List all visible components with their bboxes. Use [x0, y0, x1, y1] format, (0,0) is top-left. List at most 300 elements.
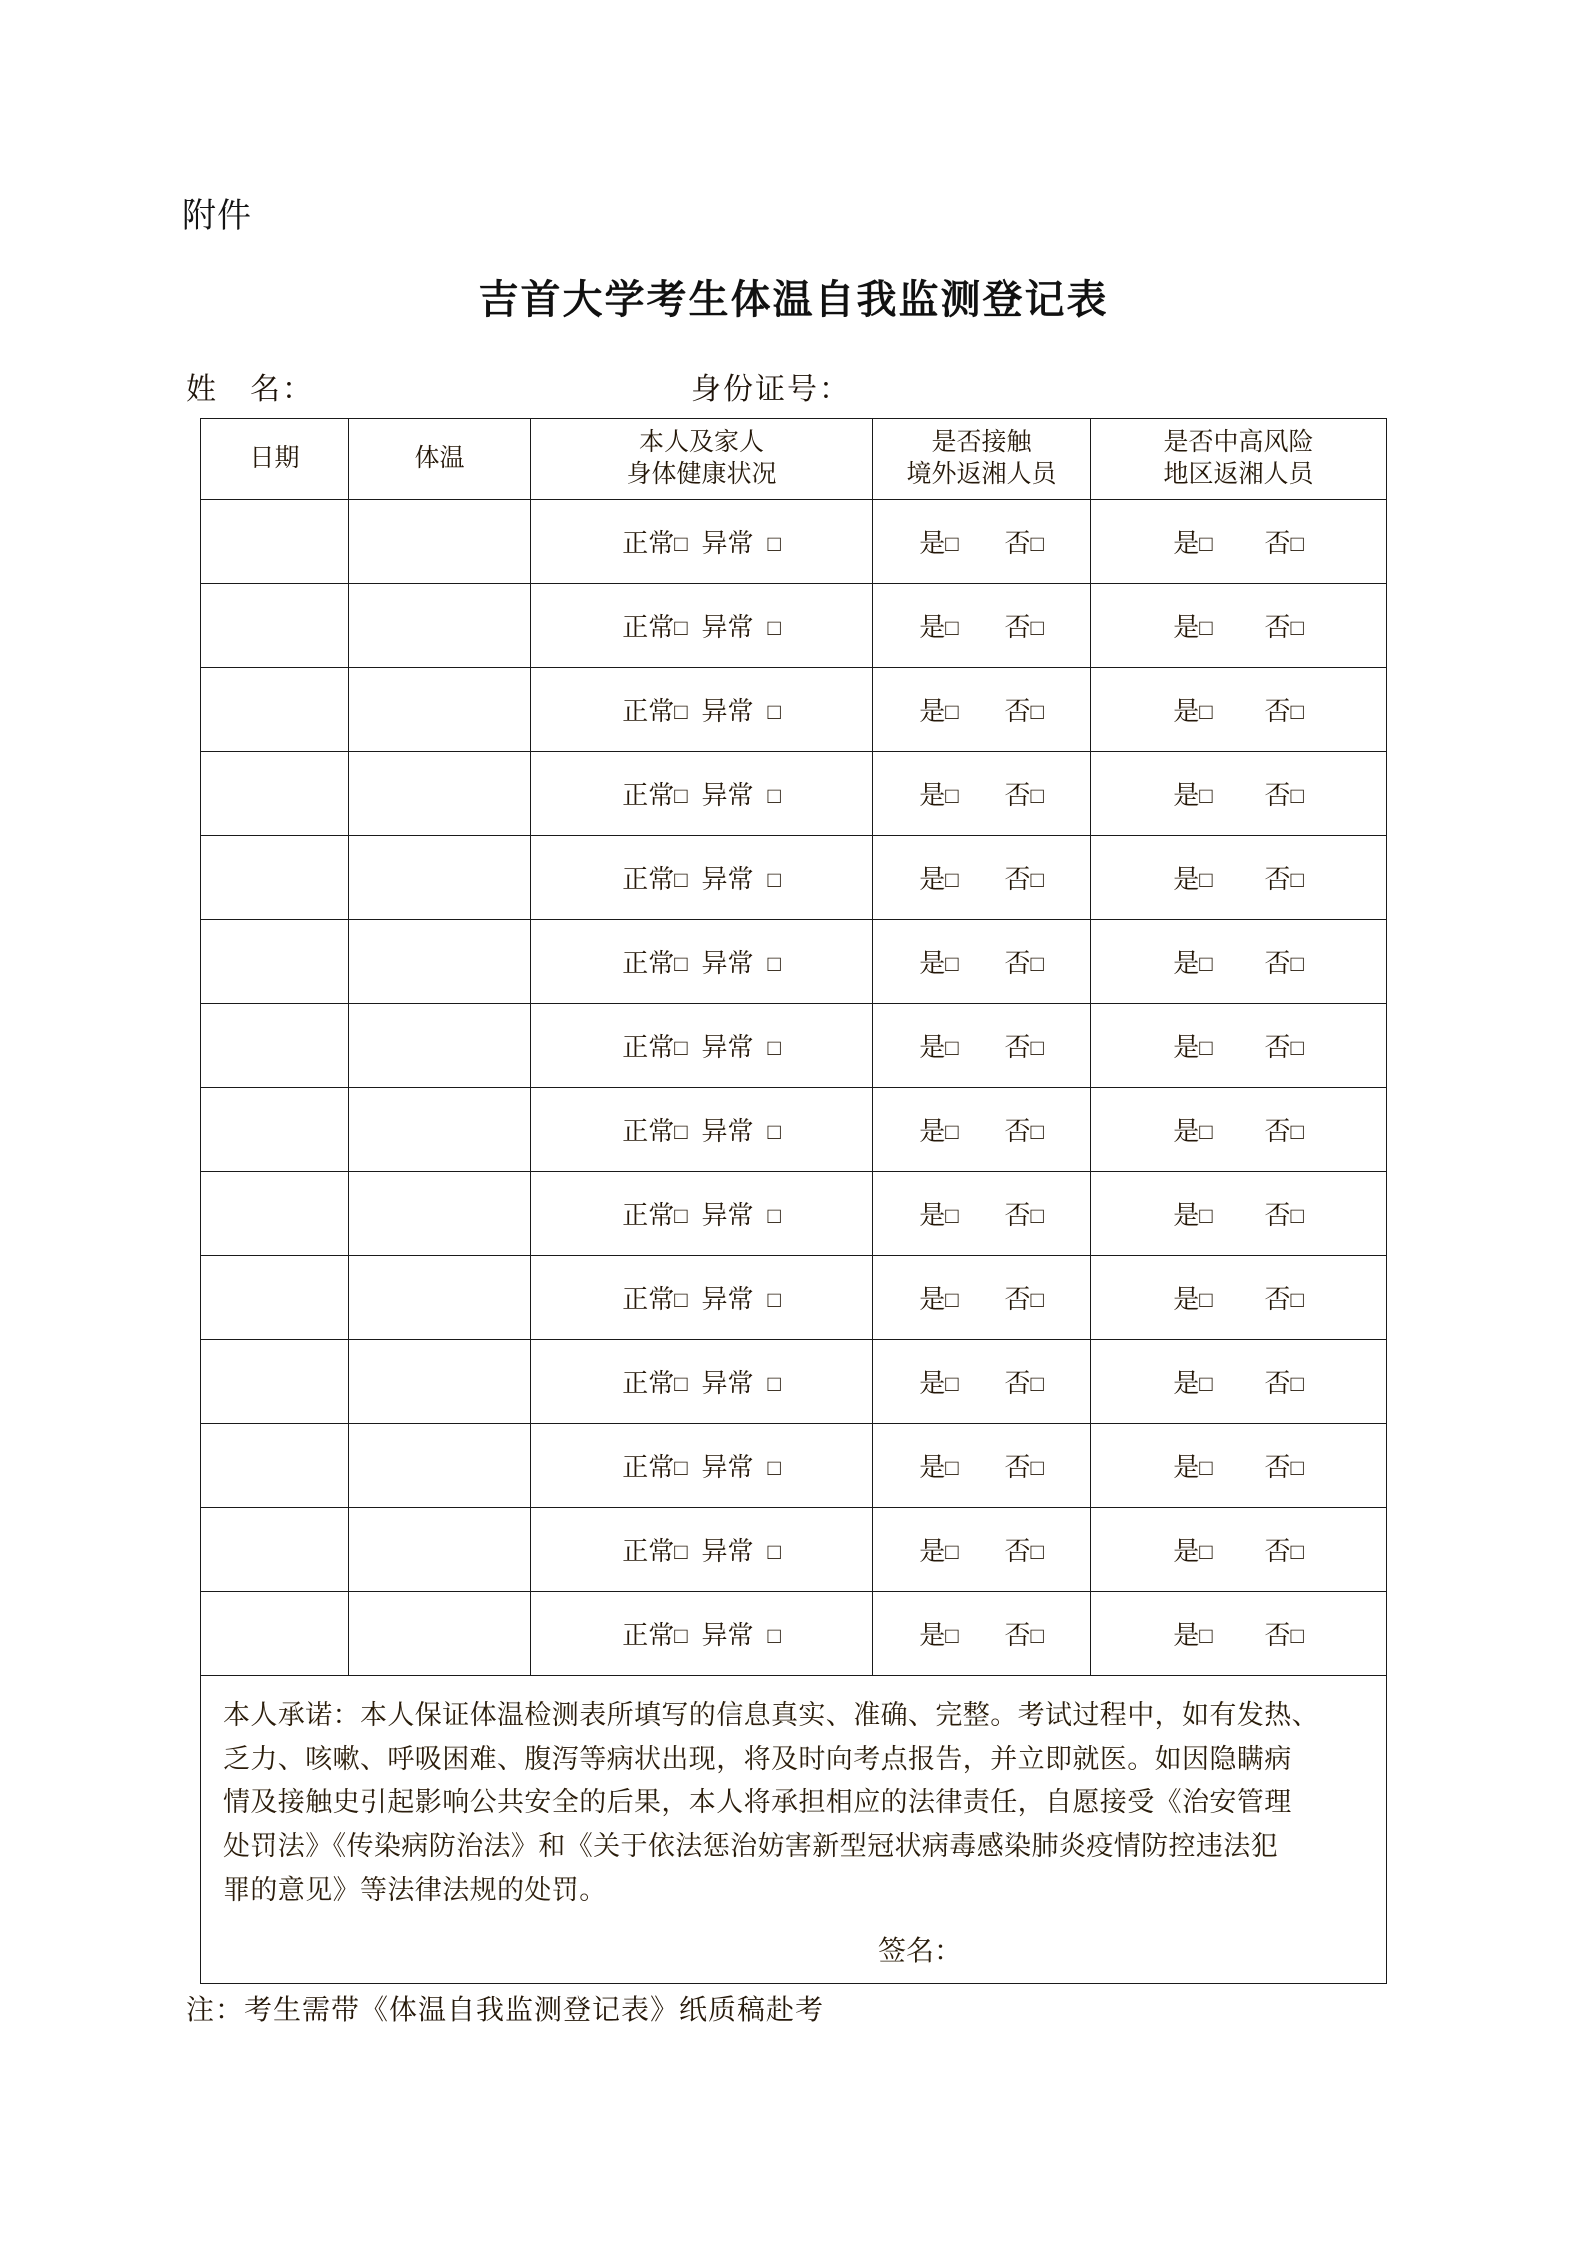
health-normal-checkbox[interactable]: □ — [674, 1203, 688, 1228]
risk-yes-label: 是 — [1173, 1201, 1200, 1230]
abroad-yes-checkbox[interactable]: □ — [945, 867, 959, 892]
cell-date[interactable] — [201, 500, 349, 584]
cell-health-status — [531, 1340, 873, 1424]
commitment-line: 乏力、咳嗽、呼吸困难、腹泻等病状出现，将及时向考点报告，并立即就医。如因隐瞒病 — [223, 1743, 1292, 1774]
health-option-abnormal[interactable] — [702, 1111, 781, 1148]
cell-abroad-contact — [873, 668, 1091, 752]
health-option-normal[interactable] — [622, 607, 687, 644]
table-body — [201, 500, 1387, 1676]
health-abnormal-checkbox[interactable]: □ — [767, 1287, 781, 1312]
health-abnormal-checkbox[interactable]: □ — [767, 951, 781, 976]
cell-date[interactable] — [201, 1256, 349, 1340]
health-option-abnormal[interactable] — [702, 1531, 781, 1568]
risk-no-label: 否 — [1264, 1621, 1291, 1650]
health-option-normal[interactable] — [622, 1279, 687, 1316]
risk-yes-checkbox[interactable]: □ — [1199, 783, 1213, 808]
risk-no-label: 否 — [1264, 697, 1291, 726]
risk-yes-checkbox[interactable]: □ — [1199, 1623, 1213, 1648]
abroad-option-yes[interactable] — [919, 1027, 958, 1064]
cell-date[interactable] — [201, 836, 349, 920]
health-option-abnormal[interactable] — [702, 1363, 781, 1400]
risk-no-checkbox[interactable]: □ — [1290, 951, 1304, 976]
risk-option-no[interactable] — [1265, 1615, 1304, 1652]
risk-no-label: 否 — [1264, 1369, 1291, 1398]
cell-temperature[interactable] — [349, 1004, 531, 1088]
table-row — [201, 500, 1387, 584]
commitment-line: 处罚法》《传染病防治法》和《关于依法惩治妨害新型冠状病毒感染肺炎疫情防控违法犯 — [223, 1831, 1279, 1862]
risk-yes-checkbox[interactable]: □ — [1199, 1203, 1213, 1228]
risk-option-no[interactable] — [1265, 523, 1304, 560]
abroad-yes-label: 是 — [919, 613, 946, 642]
health-option-abnormal[interactable] — [702, 1279, 781, 1316]
health-abnormal-checkbox[interactable]: □ — [767, 1371, 781, 1396]
cell-date[interactable] — [201, 1424, 349, 1508]
risk-option-no[interactable] — [1265, 1363, 1304, 1400]
health-option-abnormal[interactable] — [702, 775, 781, 812]
abroad-no-checkbox[interactable]: □ — [1030, 1539, 1044, 1564]
risk-option-yes[interactable] — [1173, 1111, 1212, 1148]
abroad-option-yes[interactable] — [919, 775, 958, 812]
cell-abroad-contact — [873, 836, 1091, 920]
abroad-no-label: 否 — [1004, 1117, 1031, 1146]
health-normal-checkbox[interactable]: □ — [674, 1539, 688, 1564]
health-normal-checkbox[interactable]: □ — [674, 783, 688, 808]
abroad-option-yes[interactable] — [919, 523, 958, 560]
abroad-yes-checkbox[interactable]: □ — [945, 1203, 959, 1228]
health-abnormal-checkbox[interactable]: □ — [767, 1539, 781, 1564]
health-option-abnormal[interactable] — [702, 1447, 781, 1484]
risk-option-yes[interactable] — [1173, 1027, 1212, 1064]
cell-risk-area — [1091, 1172, 1387, 1256]
risk-option-no[interactable] — [1265, 1279, 1304, 1316]
column-header-abroad-line1: 是否接触 — [931, 429, 1032, 456]
health-option-abnormal[interactable] — [702, 859, 781, 896]
abroad-option-yes[interactable] — [919, 1195, 958, 1232]
cell-risk-area — [1091, 500, 1387, 584]
abroad-option-no[interactable] — [1005, 1615, 1044, 1652]
column-header-temperature — [349, 419, 531, 500]
health-normal-checkbox[interactable]: □ — [674, 531, 688, 556]
risk-option-no[interactable] — [1265, 859, 1304, 896]
risk-no-checkbox[interactable]: □ — [1290, 783, 1304, 808]
abroad-yes-label: 是 — [919, 1537, 946, 1566]
risk-yes-checkbox[interactable]: □ — [1199, 1287, 1213, 1312]
abroad-option-no[interactable] — [1005, 1447, 1044, 1484]
cell-health-status — [531, 836, 873, 920]
health-abnormal-checkbox[interactable]: □ — [767, 1203, 781, 1228]
abroad-option-no[interactable] — [1005, 775, 1044, 812]
abroad-no-checkbox[interactable]: □ — [1030, 531, 1044, 556]
health-option-normal[interactable] — [622, 1027, 687, 1064]
health-normal-label: 正常 — [622, 1201, 675, 1230]
abroad-option-no[interactable] — [1005, 1363, 1044, 1400]
table-row — [201, 668, 1387, 752]
cell-health-status — [531, 668, 873, 752]
abroad-no-checkbox[interactable]: □ — [1030, 1287, 1044, 1312]
risk-no-label: 否 — [1264, 1453, 1291, 1482]
health-normal-label: 正常 — [622, 1285, 675, 1314]
risk-no-label: 否 — [1264, 865, 1291, 894]
risk-yes-label: 是 — [1173, 949, 1200, 978]
abroad-yes-checkbox[interactable]: □ — [945, 699, 959, 724]
risk-option-no[interactable] — [1265, 1447, 1304, 1484]
abroad-option-yes[interactable] — [919, 1279, 958, 1316]
abroad-option-yes[interactable] — [919, 1447, 958, 1484]
cell-health-status — [531, 1004, 873, 1088]
health-abnormal-checkbox[interactable]: □ — [767, 531, 781, 556]
abroad-option-no[interactable] — [1005, 1531, 1044, 1568]
health-option-abnormal[interactable] — [702, 1195, 781, 1232]
cell-abroad-contact — [873, 500, 1091, 584]
abroad-option-yes[interactable] — [919, 859, 958, 896]
cell-risk-area — [1091, 1088, 1387, 1172]
risk-yes-label: 是 — [1173, 697, 1200, 726]
abroad-no-checkbox[interactable]: □ — [1030, 867, 1044, 892]
cell-health-status — [531, 1172, 873, 1256]
abroad-option-no[interactable] — [1005, 1279, 1044, 1316]
risk-yes-checkbox[interactable]: □ — [1199, 951, 1213, 976]
table-footer — [201, 1676, 1387, 1984]
abroad-no-checkbox[interactable]: □ — [1030, 1623, 1044, 1648]
cell-health-status — [531, 584, 873, 668]
cell-risk-area — [1091, 836, 1387, 920]
abroad-yes-checkbox[interactable]: □ — [945, 1287, 959, 1312]
abroad-yes-label: 是 — [919, 529, 946, 558]
name-field-label: 姓 名： — [186, 373, 314, 406]
cell-risk-area — [1091, 920, 1387, 1004]
cell-temperature[interactable] — [349, 1424, 531, 1508]
risk-no-checkbox[interactable]: □ — [1290, 1035, 1304, 1060]
risk-no-checkbox[interactable]: □ — [1290, 699, 1304, 724]
cell-temperature[interactable] — [349, 668, 531, 752]
risk-option-yes[interactable] — [1173, 1363, 1212, 1400]
cell-date[interactable] — [201, 1340, 349, 1424]
risk-yes-label: 是 — [1173, 529, 1200, 558]
risk-yes-checkbox[interactable]: □ — [1199, 867, 1213, 892]
health-normal-checkbox[interactable]: □ — [674, 951, 688, 976]
abroad-yes-checkbox[interactable]: □ — [945, 1455, 959, 1480]
risk-option-yes[interactable] — [1173, 1531, 1212, 1568]
health-option-normal[interactable] — [622, 1615, 687, 1652]
health-normal-checkbox[interactable]: □ — [674, 1455, 688, 1480]
cell-abroad-contact — [873, 1424, 1091, 1508]
risk-no-label: 否 — [1264, 1537, 1291, 1566]
cell-temperature[interactable] — [349, 752, 531, 836]
abroad-yes-label: 是 — [919, 781, 946, 810]
cell-date[interactable] — [201, 1592, 349, 1676]
risk-option-no[interactable] — [1265, 607, 1304, 644]
risk-yes-checkbox[interactable]: □ — [1199, 1035, 1213, 1060]
cell-date[interactable] — [201, 1004, 349, 1088]
cell-temperature[interactable] — [349, 584, 531, 668]
health-normal-checkbox[interactable]: □ — [674, 1623, 688, 1648]
risk-no-label: 否 — [1264, 1117, 1291, 1146]
health-abnormal-checkbox[interactable]: □ — [767, 615, 781, 640]
cell-temperature[interactable] — [349, 1340, 531, 1424]
abroad-no-checkbox[interactable]: □ — [1030, 783, 1044, 808]
cell-risk-area — [1091, 752, 1387, 836]
abroad-option-yes[interactable] — [919, 1363, 958, 1400]
health-option-normal[interactable] — [622, 775, 687, 812]
health-option-normal[interactable] — [622, 1363, 687, 1400]
footer-note: 注：考生需带《体温自我监测登记表》纸质稿赴考 — [186, 1995, 825, 2026]
cell-risk-area — [1091, 1424, 1387, 1508]
health-option-normal[interactable] — [622, 859, 687, 896]
risk-no-checkbox[interactable]: □ — [1290, 1119, 1304, 1144]
column-header-date — [201, 419, 349, 500]
health-option-abnormal[interactable] — [702, 1615, 781, 1652]
signature-label[interactable]: 签名： — [878, 1934, 963, 1966]
cell-date[interactable] — [201, 920, 349, 1004]
health-option-abnormal[interactable] — [702, 943, 781, 980]
commitment-cell — [201, 1676, 1387, 1984]
table-row — [201, 584, 1387, 668]
health-option-abnormal[interactable] — [702, 691, 781, 728]
cell-risk-area — [1091, 1256, 1387, 1340]
abroad-yes-checkbox[interactable]: □ — [945, 531, 959, 556]
abroad-no-checkbox[interactable]: □ — [1030, 1203, 1044, 1228]
abroad-option-no[interactable] — [1005, 1027, 1044, 1064]
health-abnormal-label: 异常 — [701, 1453, 754, 1482]
cell-temperature[interactable] — [349, 1256, 531, 1340]
abroad-no-checkbox[interactable]: □ — [1030, 699, 1044, 724]
abroad-no-label: 否 — [1004, 1285, 1031, 1314]
health-normal-checkbox[interactable]: □ — [674, 1287, 688, 1312]
commitment-line: 情及接触史引起影响公共安全的后果，本人将承担相应的法律责任，自愿接受《治安管理 — [223, 1787, 1292, 1818]
cell-abroad-contact — [873, 1004, 1091, 1088]
abroad-yes-checkbox[interactable]: □ — [945, 1539, 959, 1564]
risk-no-checkbox[interactable]: □ — [1290, 1287, 1304, 1312]
risk-yes-checkbox[interactable]: □ — [1199, 1455, 1213, 1480]
abroad-option-yes[interactable] — [919, 1111, 958, 1148]
abroad-yes-checkbox[interactable]: □ — [945, 615, 959, 640]
cell-date[interactable] — [201, 1088, 349, 1172]
health-abnormal-checkbox[interactable]: □ — [767, 867, 781, 892]
health-normal-label: 正常 — [622, 865, 675, 894]
abroad-option-no[interactable] — [1005, 1195, 1044, 1232]
risk-option-yes[interactable] — [1173, 1615, 1212, 1652]
cell-health-status — [531, 1256, 873, 1340]
cell-risk-area — [1091, 1004, 1387, 1088]
cell-temperature[interactable] — [349, 1172, 531, 1256]
abroad-option-yes[interactable] — [919, 1531, 958, 1568]
health-option-normal[interactable] — [622, 1531, 687, 1568]
abroad-no-label: 否 — [1004, 697, 1031, 726]
abroad-no-checkbox[interactable]: □ — [1030, 1119, 1044, 1144]
health-normal-label: 正常 — [622, 949, 675, 978]
abroad-yes-label: 是 — [919, 1117, 946, 1146]
commitment-line: 罪的意见》等法律法规的处罚。 — [223, 1874, 607, 1905]
abroad-option-yes[interactable] — [919, 691, 958, 728]
column-header-date-label: 日期 — [249, 445, 300, 472]
risk-option-no[interactable] — [1265, 1195, 1304, 1232]
health-option-normal[interactable] — [622, 1111, 687, 1148]
page-title: 吉首大学考生体温自我监测登记表 — [478, 277, 1109, 322]
health-option-normal[interactable] — [622, 691, 687, 728]
risk-no-checkbox[interactable]: □ — [1290, 1203, 1304, 1228]
health-abnormal-checkbox[interactable]: □ — [767, 1119, 781, 1144]
risk-no-checkbox[interactable]: □ — [1290, 1371, 1304, 1396]
risk-yes-checkbox[interactable]: □ — [1199, 1539, 1213, 1564]
abroad-no-checkbox[interactable]: □ — [1030, 615, 1044, 640]
attachment-label: 附件 — [182, 197, 252, 235]
risk-option-no[interactable] — [1265, 775, 1304, 812]
risk-option-yes[interactable] — [1173, 943, 1212, 980]
abroad-option-no[interactable] — [1005, 1111, 1044, 1148]
cell-temperature[interactable] — [349, 1088, 531, 1172]
abroad-option-yes[interactable] — [919, 1615, 958, 1652]
risk-no-checkbox[interactable]: □ — [1290, 1539, 1304, 1564]
cell-abroad-contact — [873, 920, 1091, 1004]
health-abnormal-label: 异常 — [701, 949, 754, 978]
health-abnormal-label: 异常 — [701, 865, 754, 894]
risk-no-checkbox[interactable]: □ — [1290, 1455, 1304, 1480]
abroad-option-yes[interactable] — [919, 943, 958, 980]
cell-temperature[interactable] — [349, 1508, 531, 1592]
risk-option-yes[interactable] — [1173, 1195, 1212, 1232]
abroad-yes-checkbox[interactable]: □ — [945, 951, 959, 976]
cell-risk-area — [1091, 1508, 1387, 1592]
cell-temperature[interactable] — [349, 500, 531, 584]
health-option-normal[interactable] — [622, 1447, 687, 1484]
risk-no-label: 否 — [1264, 529, 1291, 558]
abroad-yes-checkbox[interactable]: □ — [945, 1623, 959, 1648]
health-normal-checkbox[interactable]: □ — [674, 615, 688, 640]
risk-option-no[interactable] — [1265, 943, 1304, 980]
risk-no-checkbox[interactable]: □ — [1290, 531, 1304, 556]
table-row — [201, 1088, 1387, 1172]
health-abnormal-checkbox[interactable]: □ — [767, 1623, 781, 1648]
cell-abroad-contact — [873, 1508, 1091, 1592]
health-normal-checkbox[interactable]: □ — [674, 1035, 688, 1060]
risk-option-yes[interactable] — [1173, 775, 1212, 812]
table-row — [201, 836, 1387, 920]
risk-option-yes[interactable] — [1173, 523, 1212, 560]
health-abnormal-checkbox[interactable]: □ — [767, 783, 781, 808]
identity-row — [186, 364, 1396, 404]
risk-no-checkbox[interactable]: □ — [1290, 1623, 1304, 1648]
abroad-no-label: 否 — [1004, 865, 1031, 894]
abroad-yes-checkbox[interactable]: □ — [945, 1119, 959, 1144]
risk-option-no[interactable] — [1265, 1111, 1304, 1148]
health-option-normal[interactable] — [622, 523, 687, 560]
cell-risk-area — [1091, 1340, 1387, 1424]
abroad-yes-label: 是 — [919, 949, 946, 978]
abroad-no-checkbox[interactable]: □ — [1030, 1035, 1044, 1060]
abroad-no-label: 否 — [1004, 1537, 1031, 1566]
abroad-no-label: 否 — [1004, 1621, 1031, 1650]
health-normal-label: 正常 — [622, 1453, 675, 1482]
health-option-abnormal[interactable] — [702, 607, 781, 644]
health-abnormal-label: 异常 — [701, 1117, 754, 1146]
health-normal-label: 正常 — [622, 1033, 675, 1062]
table-row — [201, 1508, 1387, 1592]
id-number-field-label: 身份证号： — [691, 373, 851, 406]
health-option-normal[interactable] — [622, 1195, 687, 1232]
abroad-option-no[interactable] — [1005, 607, 1044, 644]
health-normal-checkbox[interactable]: □ — [674, 1371, 688, 1396]
health-normal-checkbox[interactable]: □ — [674, 1119, 688, 1144]
health-abnormal-label: 异常 — [701, 1033, 754, 1062]
column-header-health-line2: 身体健康状况 — [626, 461, 777, 488]
abroad-yes-checkbox[interactable]: □ — [945, 1035, 959, 1060]
cell-date[interactable] — [201, 1508, 349, 1592]
health-abnormal-label: 异常 — [701, 1369, 754, 1398]
cell-health-status — [531, 752, 873, 836]
risk-yes-checkbox[interactable]: □ — [1199, 1119, 1213, 1144]
health-abnormal-checkbox[interactable]: □ — [767, 1455, 781, 1480]
abroad-yes-checkbox[interactable]: □ — [945, 783, 959, 808]
abroad-option-no[interactable] — [1005, 691, 1044, 728]
health-abnormal-label: 异常 — [701, 1537, 754, 1566]
health-normal-checkbox[interactable]: □ — [674, 699, 688, 724]
abroad-yes-label: 是 — [919, 1285, 946, 1314]
cell-health-status — [531, 1424, 873, 1508]
abroad-yes-checkbox[interactable]: □ — [945, 1371, 959, 1396]
health-abnormal-checkbox[interactable]: □ — [767, 1035, 781, 1060]
abroad-no-checkbox[interactable]: □ — [1030, 1455, 1044, 1480]
risk-option-no[interactable] — [1265, 1027, 1304, 1064]
risk-option-yes[interactable] — [1173, 1447, 1212, 1484]
abroad-no-checkbox[interactable]: □ — [1030, 951, 1044, 976]
cell-temperature[interactable] — [349, 1592, 531, 1676]
cell-date[interactable] — [201, 668, 349, 752]
commitment-row — [201, 1676, 1387, 1984]
risk-option-no[interactable] — [1265, 691, 1304, 728]
temperature-log-table — [200, 418, 1387, 1984]
abroad-option-no[interactable] — [1005, 859, 1044, 896]
abroad-yes-label: 是 — [919, 1453, 946, 1482]
risk-option-yes[interactable] — [1173, 607, 1212, 644]
risk-option-yes[interactable] — [1173, 691, 1212, 728]
risk-yes-label: 是 — [1173, 1369, 1200, 1398]
column-header-abroad-line2: 境外返湘人员 — [906, 461, 1057, 488]
table-row — [201, 1256, 1387, 1340]
risk-yes-checkbox[interactable]: □ — [1199, 531, 1213, 556]
cell-temperature[interactable] — [349, 920, 531, 1004]
risk-no-label: 否 — [1264, 1033, 1291, 1062]
cell-date[interactable] — [201, 752, 349, 836]
risk-no-checkbox[interactable]: □ — [1290, 867, 1304, 892]
abroad-option-no[interactable] — [1005, 523, 1044, 560]
risk-option-no[interactable] — [1265, 1531, 1304, 1568]
health-option-normal[interactable] — [622, 943, 687, 980]
table-row — [201, 920, 1387, 1004]
table-header — [201, 419, 1387, 500]
health-abnormal-label: 异常 — [701, 1285, 754, 1314]
risk-no-checkbox[interactable]: □ — [1290, 615, 1304, 640]
cell-date[interactable] — [201, 1172, 349, 1256]
risk-option-yes[interactable] — [1173, 859, 1212, 896]
abroad-option-no[interactable] — [1005, 943, 1044, 980]
risk-yes-checkbox[interactable]: □ — [1199, 699, 1213, 724]
cell-temperature[interactable] — [349, 836, 531, 920]
abroad-option-yes[interactable] — [919, 607, 958, 644]
risk-yes-checkbox[interactable]: □ — [1199, 1371, 1213, 1396]
risk-no-label: 否 — [1264, 1201, 1291, 1230]
health-normal-checkbox[interactable]: □ — [674, 867, 688, 892]
cell-risk-area — [1091, 1592, 1387, 1676]
health-option-abnormal[interactable] — [702, 1027, 781, 1064]
health-normal-label: 正常 — [622, 697, 675, 726]
abroad-no-checkbox[interactable]: □ — [1030, 1371, 1044, 1396]
health-abnormal-checkbox[interactable]: □ — [767, 699, 781, 724]
risk-yes-checkbox[interactable]: □ — [1199, 615, 1213, 640]
cell-date[interactable] — [201, 584, 349, 668]
abroad-yes-label: 是 — [919, 1369, 946, 1398]
risk-option-yes[interactable] — [1173, 1279, 1212, 1316]
health-option-abnormal[interactable] — [702, 523, 781, 560]
